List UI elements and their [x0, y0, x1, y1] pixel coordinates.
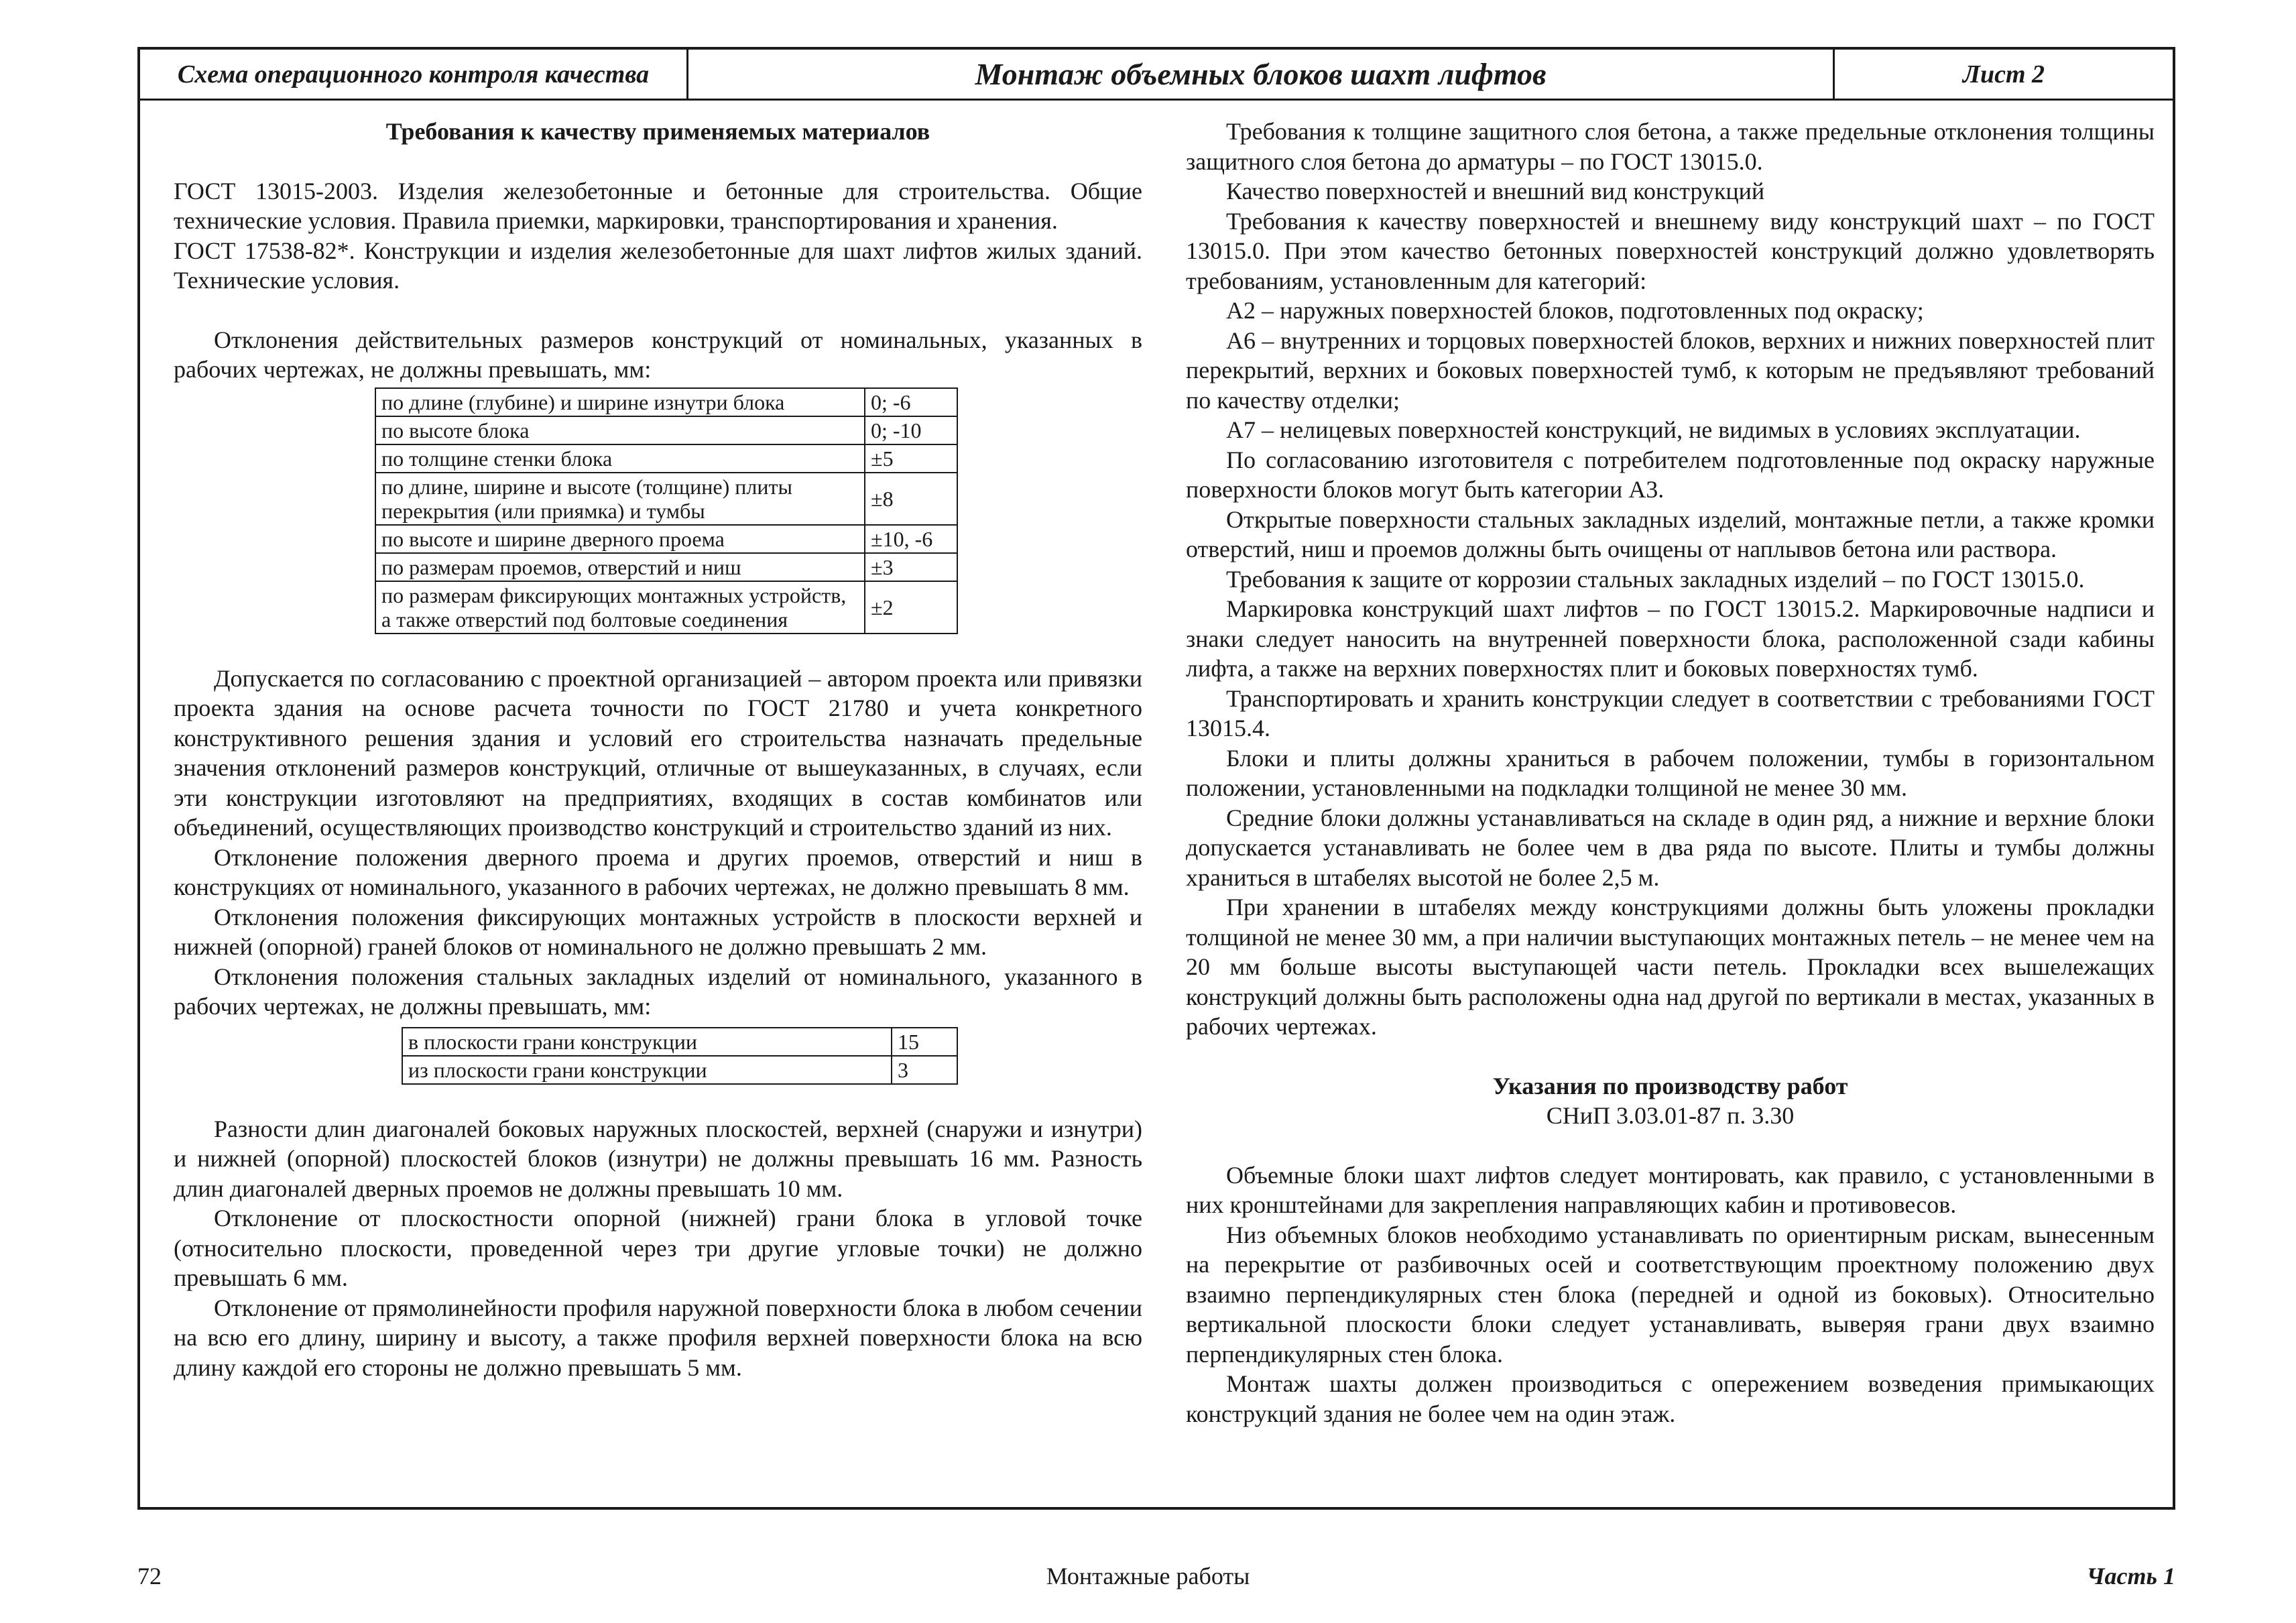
paragraph: Требования к качеству поверхностей и внешнему виду конструкций шахт – по ГОСТ 13015.0. При этом качество бетонных поверхностей конструкций должно удовлетворять требованиям, установленным для категорий:	[1186, 207, 2155, 294]
table-cell-label: по размерам проемов, отверстий и ниш	[375, 553, 865, 581]
paragraph: При хранении в штабелях между конструкциями должны быть уложены прокладки толщиной не менее 30 мм, а при наличии выступающих монтажных петель – не менее чем на 20 мм больше высоты выступающей части петель. Прокладки всех вышележащих конструкций должны быть расположены одна над другой по вертикали в местах, указанных в рабочих чертежах.	[1186, 894, 2155, 1040]
paragraph: Качество поверхностей и внешний вид конструкций	[1226, 178, 1765, 204]
paragraph: Объемные блоки шахт лифтов следует монтировать, как правило, с установленными в них кронштейнами для закрепления направляющих кабин и противовесов.	[1186, 1161, 2155, 1218]
paragraph: А7 – нелицевых поверхностей конструкций, не видимых в условиях эксплуатации.	[1226, 416, 2081, 443]
paragraph: ГОСТ 17538-82*. Конструкции и изделия железобетонные для шахт лифтов жилых зданий. Технические условия.	[174, 237, 1142, 294]
table-cell-label: по толщине стенки блока	[375, 444, 865, 473]
paragraph: По согласованию изготовителя с потребителем подготовленные под окраску наружные поверхности блоков могут быть категории А3.	[1186, 446, 2155, 503]
paragraph: Средние блоки должны устанавливаться на складе в один ряд, а нижние и верхние блоки допускается устанавливать не более чем в два ряда по высоте. Плиты и тумбы должны храниться в штабелях высотой не более 2,5 м.	[1186, 804, 2155, 891]
table-cell-label: в плоскости грани конструкции	[402, 1028, 892, 1056]
header-title: Монтаж объемных блоков шахт лифтов	[688, 50, 1835, 99]
table-cell-label: по размерам фиксирующих монтажных устройств, а также отверстий под болтовые соединения	[375, 581, 865, 634]
page-frame	[137, 47, 2175, 1510]
table-cell-label: по длине (глубине) и ширине изнутри блока	[375, 388, 865, 416]
table-cell-value: 15	[892, 1028, 957, 1056]
paragraph: Разности длин диагоналей боковых наружных плоскостей, верхней (снаружи и изнутри) и нижней (опорной) плоскостей блоков (изнутри) не должны превышать 16 мм. Разность длин диагоналей дверных проемов не должны превышать 10 мм.	[174, 1115, 1142, 1202]
embedded-parts-table	[402, 1027, 958, 1085]
paragraph: Маркировка конструкций шахт лифтов – по ГОСТ 13015.2. Маркировочные надписи и знаки следует наносить на внутренней поверхности блока, расположенной сзади кабины лифта, а также на верхних поверхностях плит и боковых поверхностях тумб.	[1186, 595, 2155, 682]
snip-reference: СНиП 3.03.01-87 п. 3.30	[1546, 1102, 1795, 1129]
paragraph: Отклонение положения дверного проема и других проемов, отверстий и ниш в конструкциях от номинального, указанного в рабочих чертежах, не должно превышать 8 мм.	[174, 843, 1142, 900]
sheet-number: Лист 2	[1962, 60, 2045, 88]
page-number: 72	[137, 1563, 162, 1589]
right-column	[1186, 117, 2155, 1429]
table-row	[375, 525, 957, 553]
footer-part: Часть 1	[2086, 1563, 2175, 1589]
table-row	[402, 1028, 957, 1056]
paragraph: Отклонение от плоскостности опорной (нижней) грани блока в угловой точке (относительно плоскости, проведенной через три другие угловые точки) не должно превышать 6 мм.	[174, 1205, 1142, 1291]
works-heading: Указания по производству работ	[1492, 1072, 1848, 1099]
dimension-deviation-table	[375, 387, 958, 634]
paragraph: Блоки и плиты должны храниться в рабочем положении, тумбы в горизонтальном положении, установленными на подкладки толщиной не менее 30 мм.	[1186, 744, 2155, 801]
paragraph: Требования к защите от коррозии стальных закладных изделий – по ГОСТ 13015.0.	[1226, 565, 2085, 593]
paragraph: Открытые поверхности стальных закладных изделий, монтажные петли, а также кромки отверстий, ниш и проемов должны быть очищены от наплывов бетона или раствора.	[1186, 505, 2155, 562]
table-row	[375, 553, 957, 581]
paragraph: ГОСТ 13015-2003. Изделия железобетонные и бетонные для строительства. Общие технические условия. Правила приемки, маркировки, транспортирования и хранения.	[174, 177, 1142, 234]
left-column	[174, 117, 1142, 1382]
table-row	[375, 388, 957, 416]
table-row	[375, 473, 957, 525]
paragraph: Требования к толщине защитного слоя бетона, а также предельные отклонения толщины защитного слоя бетона до арматуры – по ГОСТ 13015.0.	[1186, 118, 2155, 175]
paragraph: А6 – внутренних и торцовых поверхностей блоков, верхних и нижних поверхностей плит перекрытий, верхних и боковых поверхностей тумб, к которым не предъявляют требований по качеству отделки;	[1186, 326, 2155, 414]
table-row	[402, 1056, 957, 1084]
paragraph: А2 – наружных поверхностей блоков, подготовленных под окраску;	[1226, 297, 1924, 324]
table-cell-label: по высоте блока	[375, 416, 865, 444]
table-cell-value: ±5	[865, 444, 957, 473]
header-row	[140, 50, 2173, 101]
table-cell-value: 0; -10	[865, 416, 957, 444]
footer-section-title: Монтажные работы	[1046, 1563, 1250, 1589]
table-cell-value: 0; -6	[865, 388, 957, 416]
paragraph: Монтаж шахты должен производиться с опережением возведения примыкающих конструкций здания не более чем на один этаж.	[1186, 1370, 2155, 1427]
paragraph: Отклонение от прямолинейности профиля наружной поверхности блока в любом сечении на всю его длину, ширину и высоту, а также профиля верхней поверхности блока на всю длину каждой его стороны не должно превышать 5 мм.	[174, 1294, 1142, 1381]
paragraph: Отклонения положения фиксирующих монтажных устройств в плоскости верхней и нижней (опорной) граней блоков от номинального не должно превышать 2 мм.	[174, 903, 1142, 960]
paragraph: Отклонения действительных размеров конструкций от номинальных, указанных в рабочих чертежах, не должны превышать, мм:	[174, 326, 1142, 383]
table-cell-value: ±10, -6	[865, 525, 957, 553]
table-cell-value: ±2	[865, 581, 957, 634]
table-cell-label: по высоте и ширине дверного проема	[375, 525, 865, 553]
paragraph: Отклонения положения стальных закладных изделий от номинального, указанного в рабочих чертежах, не должны превышать, мм:	[174, 963, 1142, 1020]
header-left: Схема операционного контроля качества	[140, 50, 688, 99]
table-row	[375, 581, 957, 634]
table-cell-label: по длине, ширине и высоте (толщине) плиты перекрытия (или приямка) и тумбы	[375, 473, 865, 525]
paragraph: Допускается по согласованию с проектной организацией – автором проекта или привязки проекта здания на основе расчета точности по ГОСТ 21780 и учета конкретного конструктивного решения здания и условий его строительства назначать предельные значения отклонений размеров конструкций, отличные от вышеуказанных, в случаях, если эти конструкции изготовляют на предприятиях, входящих в состав комбинатов или объединений, осуществляющих производство конструкций и строительство зданий из них.	[174, 664, 1142, 841]
table-cell-value: ±8	[865, 473, 957, 525]
paragraph: Транспортировать и хранить конструкции следует в соответствии с требованиями ГОСТ 13015.4.	[1186, 684, 2155, 741]
table-cell-label: из плоскости грани конструкции	[402, 1056, 892, 1084]
table-row	[375, 416, 957, 444]
materials-heading: Требования к качеству применяемых материалов	[385, 118, 930, 145]
table-row	[375, 444, 957, 473]
table-cell-value: ±3	[865, 553, 957, 581]
paragraph: Низ объемных блоков необходимо устанавливать по ориентирным рискам, вынесенным на перекрытие от разбивочных осей и соответствующим проектному положению двух взаимно перпендикулярных стен блока (передней и одной из боковых). Относительно вертикальной плоскости блоки следует устанавливать, выверяя грани двух взаимно перпендикулярных стен блока.	[1186, 1221, 2155, 1368]
table-cell-value: 3	[892, 1056, 957, 1084]
